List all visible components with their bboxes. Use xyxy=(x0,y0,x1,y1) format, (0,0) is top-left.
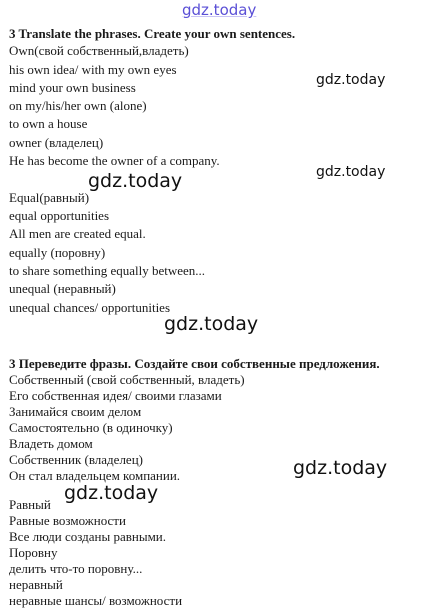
russian-line: Занимайся своим делом xyxy=(9,404,142,419)
watermark: gdz.today xyxy=(164,313,259,335)
english-line: to own a house xyxy=(9,116,88,131)
english-line: equal opportunities xyxy=(9,208,110,223)
russian-line: неравный xyxy=(9,577,63,592)
english-line: his own idea/ with my own eyes xyxy=(9,62,177,77)
english-heading: 3 Translate the phrases. Create your own sentences. xyxy=(9,26,296,41)
watermark: gdz.today xyxy=(316,72,386,88)
russian-line: Владеть домом xyxy=(9,436,93,451)
russian-line: Он стал владельцем компании. xyxy=(9,468,181,483)
watermark: gdz.today xyxy=(64,482,159,504)
watermark: gdz.today xyxy=(88,170,183,192)
watermark-top: gdz.today xyxy=(182,1,257,19)
russian-line: Все люди созданы равными. xyxy=(9,529,167,544)
english-line: equally (поровну) xyxy=(9,245,106,260)
english-line: to share something equally between... xyxy=(9,263,206,278)
english-line: owner (владелец) xyxy=(9,135,104,150)
english-line: on my/his/her own (alone) xyxy=(9,98,147,113)
russian-heading: 3 Переведите фразы. Создайте свои собственные предложения. xyxy=(9,356,380,371)
english-line: unequal chances/ opportunities xyxy=(9,300,171,315)
english-line: Equal(равный) xyxy=(9,190,90,205)
russian-line: неравные шансы/ возможности xyxy=(9,593,183,608)
english-line: Own(свой собственный,владеть) xyxy=(9,43,189,58)
english-line: unequal (неравный) xyxy=(9,281,116,296)
watermark: gdz.today xyxy=(293,457,388,479)
russian-line: делить что-то поровну... xyxy=(9,561,143,576)
russian-line: Собственник (владелец) xyxy=(9,452,143,467)
russian-line: Собственный (свой собственный, владеть) xyxy=(9,372,245,387)
watermark: gdz.today xyxy=(316,164,386,180)
english-line: mind your own business xyxy=(9,80,136,95)
russian-line: Равные возможности xyxy=(9,513,126,528)
russian-line: Поровну xyxy=(9,545,58,560)
russian-line: Равный xyxy=(9,497,51,512)
english-line: He has become the owner of a company. xyxy=(9,153,220,168)
russian-line: Самостоятельно (в одиночку) xyxy=(9,420,173,435)
russian-line: Его собственная идея/ своими глазами xyxy=(9,388,222,403)
english-line: All men are created equal. xyxy=(9,226,146,241)
